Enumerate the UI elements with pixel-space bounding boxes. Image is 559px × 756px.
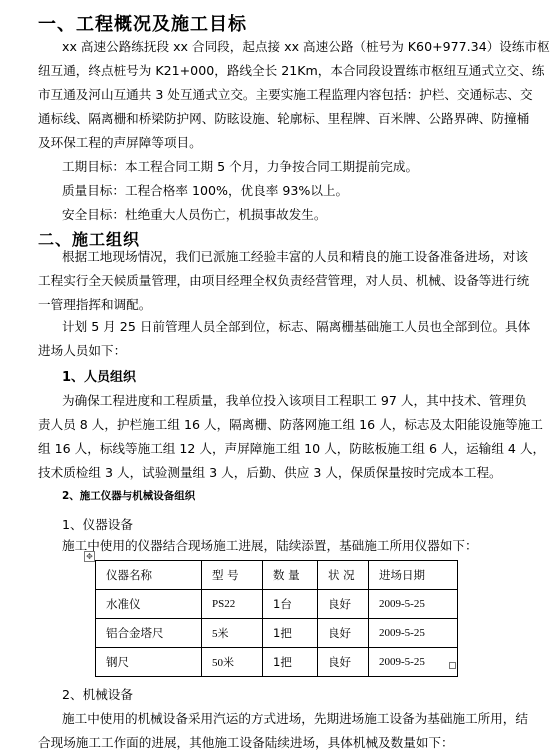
table-header-cell: 状 况 xyxy=(318,561,369,590)
instruments-intro: 施工中使用的仪器结合现场施工进展，陆续添置，基础施工所用仪器如下： xyxy=(62,538,478,553)
table-cell: 良好 xyxy=(318,648,369,677)
table-cell: 2009-5-25 xyxy=(369,590,458,619)
section-2-para-line: 根据工地现场情况，我们已派施工经验丰富的人员和精良的施工设备准备进场，对该 xyxy=(62,249,528,264)
section-1-para-line: 纽互通，终点桩号为 K21+000，路线全长 21Km，本合同段设置练市枢纽互通式立交、练 xyxy=(38,63,545,78)
machinery-para-line: 合现场施工工作面的进展，其他施工设备陆续进场，具体机械及数量如下： xyxy=(38,735,454,750)
section-2-para-line: 一管理指挥和调配。 xyxy=(38,297,152,312)
table-cell: 良好 xyxy=(318,619,369,648)
table-cell: 2009-5-25 xyxy=(369,619,458,648)
table-row xyxy=(96,590,458,619)
table-header-cell: 仪器名称 xyxy=(96,561,202,590)
table-cell: 良好 xyxy=(318,590,369,619)
machinery-heading: 2、机械设备 xyxy=(62,687,133,702)
section-1-para-line: 及环保工程的声屏障等项目。 xyxy=(38,135,202,150)
personnel-para-line: 责人员 8 人，护栏施工组 16 人，隔离栅、防落网施工组 16 人，标志及太阳能设施等施工 xyxy=(38,417,543,432)
table-header-row xyxy=(96,561,458,590)
table-header-cell: 进场日期 xyxy=(369,561,458,590)
personnel-para-line: 技术质检组 3 人，试验测量组 3 人，后勤、供应 3 人，保质保量按时完成本工程。 xyxy=(38,465,502,480)
personnel-para-line: 为确保工程进度和工程质量，我单位投入该项目工程职工 97 人，其中技术、管理负 xyxy=(62,393,527,408)
table-cell: 铝合金塔尺 xyxy=(96,619,202,648)
table-cell: 1台 xyxy=(263,590,318,619)
table-cell: 钢尺 xyxy=(96,648,202,677)
section-2-heading: 二、施工组织 xyxy=(38,230,141,249)
personnel-para-line: 组 16 人，标线等施工组 12 人，声屏障施工组 10 人，防眩板施工组 6 人，运输组 4 人， xyxy=(38,441,546,456)
table-cell: 1把 xyxy=(263,619,318,648)
schedule-goal: 工期目标：本工程合同工期 5 个月，力争按合同工期提前完成。 xyxy=(62,159,419,174)
section-2-para-line: 工程实行全天候质量管理，由项目经理全权负责经营管理，对人员、机械、设备等进行统 xyxy=(38,273,530,288)
section-1-para-line: xx 高速公路练抚段 xx 合同段，起点接 xx 高速公路（桩号为 K60+977.34）设练市枢 xyxy=(62,39,550,54)
table-cell: 5米 xyxy=(202,619,263,648)
equipment-heading: 2、施工仪器与机械设备组织 xyxy=(62,490,196,502)
quality-goal: 质量目标：工程合格率 100%，优良率 93%以上。 xyxy=(62,183,349,198)
table-cell: 50米 xyxy=(202,648,263,677)
table-resize-handle[interactable] xyxy=(449,662,456,669)
machinery-para-line: 施工中使用的机械设备采用汽运的方式进场，先期进场施工设备为基础施工所用，结 xyxy=(62,711,528,726)
table-header-cell: 型 号 xyxy=(202,561,263,590)
table-cell: PS22 xyxy=(202,590,263,619)
personnel-heading: 1、人员组织 xyxy=(62,370,137,385)
instruments-heading: 1、仪器设备 xyxy=(62,517,133,532)
instruments-table xyxy=(95,560,458,677)
safety-goal: 安全目标：杜绝重大人员伤亡，机损事故发生。 xyxy=(62,207,327,222)
table-cell: 水准仪 xyxy=(96,590,202,619)
section-2-para-line: 计划 5 月 25 日前管理人员全部到位，标志、隔离栅基础施工人员也全部到位。具体 xyxy=(62,319,531,334)
table-row xyxy=(96,648,458,677)
section-1-para-line: 通标线、隔离栅和桥梁防护网、防眩设施、轮廓标、里程牌、百米牌、公路界碑、防撞桶 xyxy=(38,111,530,126)
section-1-para-line: 市互通及河山互通共 3 处互通式立交。主要实施工程监理内容包括：护栏、交通标志、交 xyxy=(38,87,533,102)
section-2-para-line: 进场人员如下： xyxy=(38,343,127,358)
table-move-handle-icon[interactable]: ✥ xyxy=(84,551,95,562)
table-cell: 1把 xyxy=(263,648,318,677)
section-1-heading: 一、工程概况及施工目标 xyxy=(38,14,247,35)
table-header-cell: 数 量 xyxy=(263,561,318,590)
table-row xyxy=(96,619,458,648)
table-cell: 2009-5-25 xyxy=(369,648,458,677)
